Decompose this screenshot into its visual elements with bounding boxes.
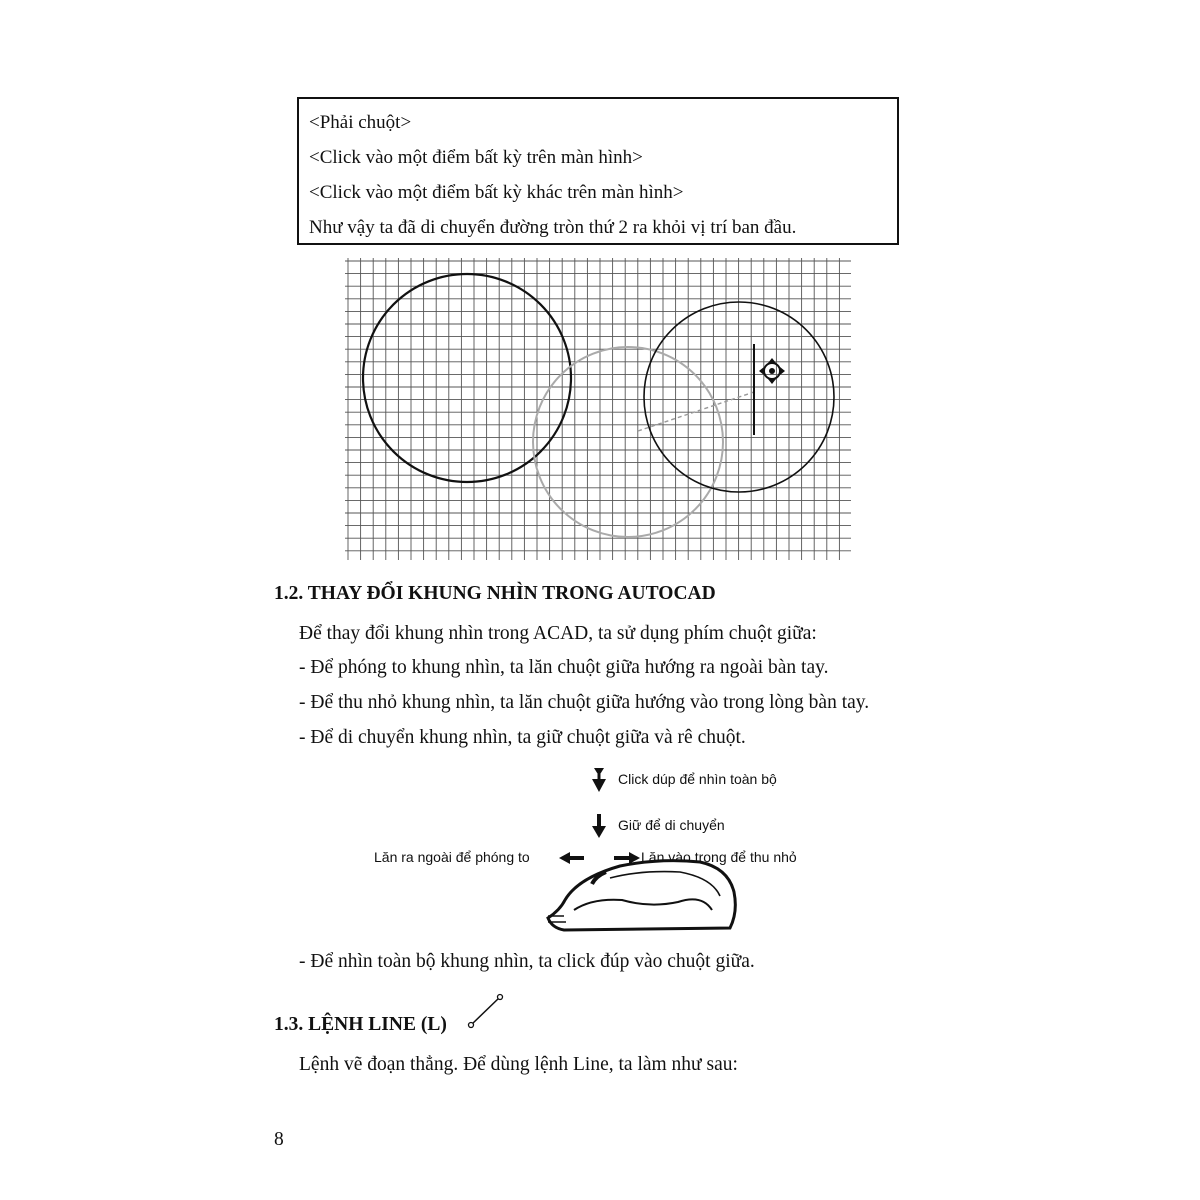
- label-double-click: Click dúp để nhìn toàn bộ: [618, 771, 777, 787]
- label-zoom-in: Lăn ra ngoài để phóng to: [374, 849, 530, 865]
- instruction-line: <Click vào một điểm bất kỳ trên màn hình>: [309, 147, 643, 168]
- instruction-line: <Click vào một điểm bất kỳ khác trên màn hình>: [309, 182, 684, 203]
- paragraph: Để thay đổi khung nhìn trong ACAD, ta sử dụng phím chuột giữa:: [299, 623, 817, 644]
- bullet-item: - Để thu nhỏ khung nhìn, ta lăn chuột giữa hướng vào trong lòng bàn tay.: [299, 692, 870, 713]
- page-number: 8: [274, 1129, 284, 1150]
- section-heading: 1.2. THAY ĐỔI KHUNG NHÌN TRONG AUTOCAD: [274, 583, 716, 604]
- circle-ghost: [533, 347, 723, 537]
- label-hold: Giữ để di chuyển: [618, 817, 725, 833]
- instruction-line: <Phải chuột>: [309, 112, 412, 133]
- instruction-box: [297, 97, 899, 245]
- grid-figure: [345, 258, 851, 560]
- grid-lines: [345, 258, 851, 560]
- bullet-item: - Để di chuyển khung nhìn, ta giữ chuột giữa và rê chuột.: [299, 727, 746, 748]
- label-zoom-out: Lăn vào trong để thu nhỏ: [641, 849, 797, 865]
- circle-original: [363, 274, 571, 482]
- arrow-down-icon: [592, 814, 606, 838]
- arrow-left-icon: [559, 852, 584, 864]
- paragraph: - Để nhìn toàn bộ khung nhìn, ta click đúp vào chuột giữa.: [299, 951, 755, 972]
- mouse-icon: [548, 861, 735, 930]
- paragraph: Lệnh vẽ đoạn thẳng. Để dùng lệnh Line, ta làm như sau:: [299, 1054, 738, 1075]
- double-arrow-down-icon: [592, 768, 606, 792]
- bullet-item: - Để phóng to khung nhìn, ta lăn chuột giữa hướng ra ngoài bàn tay.: [299, 657, 829, 678]
- section-heading: 1.3. LỆNH LINE (L): [274, 1014, 447, 1035]
- line-command-icon: [466, 992, 506, 1032]
- instruction-line: Như vậy ta đã di chuyển đường tròn thứ 2 ra khỏi vị trí ban đầu.: [309, 217, 797, 238]
